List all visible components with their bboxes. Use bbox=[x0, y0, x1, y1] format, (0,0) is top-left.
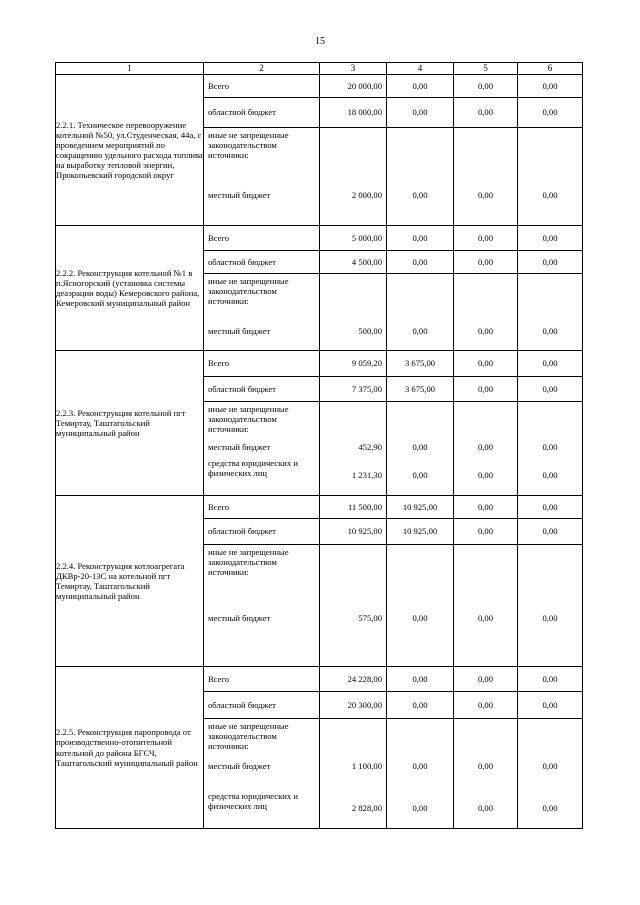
amount-cell: 0,00 bbox=[412, 107, 428, 117]
amount-cell: 1 231,30 bbox=[351, 470, 382, 480]
amount-cell: 20 300,00 bbox=[347, 700, 382, 710]
source-label: Всего bbox=[208, 358, 230, 368]
column-header: 4 bbox=[387, 63, 454, 75]
amount-cell: 0,00 bbox=[477, 233, 494, 243]
source-label: иные не запрещенные законодательством источники: bbox=[208, 404, 289, 435]
amount-cell: 10 925,00 bbox=[402, 502, 438, 512]
table-row bbox=[56, 496, 583, 519]
source-label: областной бюджет bbox=[208, 526, 276, 536]
column-number-row bbox=[56, 63, 583, 75]
amount-cell: 3 675,00 bbox=[404, 358, 436, 368]
table-row bbox=[56, 351, 583, 377]
amount-cell: 0,00 bbox=[412, 613, 428, 623]
amount-cell: 0,00 bbox=[477, 700, 494, 710]
source-label: Всего bbox=[208, 502, 230, 512]
column-header: 6 bbox=[518, 63, 583, 75]
project-name: 2.2.1. Техническое перевооружение котельной №50, ул.Студенческая, 44а, с проведением мероприятий по сокращению удельного расхода топлива на выработку тепловой энергии, Прокопьевский городской округ bbox=[56, 75, 204, 226]
amount-cell: 20 000,00 bbox=[347, 81, 382, 91]
amount-cell: 7 375,00 bbox=[351, 384, 382, 394]
source-label: областной бюджет bbox=[208, 700, 276, 710]
source-label: местный бюджет bbox=[208, 442, 271, 452]
source-label: иные не запрещенные законодательством источники: bbox=[208, 276, 289, 307]
amount-cell: 0,00 bbox=[412, 761, 428, 771]
amount-cell: 0,00 bbox=[542, 803, 558, 813]
amount-cell: 0,00 bbox=[542, 700, 558, 710]
amount-cell: 0,00 bbox=[542, 442, 558, 452]
amount-cell: 500,00 bbox=[358, 326, 382, 336]
amount-cell: 2 000,00 bbox=[351, 190, 382, 200]
source-label: местный бюджет bbox=[208, 326, 271, 336]
amount-cell: 0,00 bbox=[477, 674, 494, 684]
funding-table bbox=[55, 62, 583, 829]
amount-cell: 0,00 bbox=[477, 613, 494, 623]
amount-cell: 24 228,00 bbox=[347, 674, 382, 684]
amount-cell: 10 925,00 bbox=[347, 526, 382, 536]
amount-cell: 0,00 bbox=[542, 761, 558, 771]
amount-cell: 0,00 bbox=[477, 358, 494, 368]
source-label: средства юридических и физических лиц bbox=[208, 791, 298, 812]
amount-cell: 0,00 bbox=[542, 502, 558, 512]
source-label: Всего bbox=[208, 674, 230, 684]
source-label: областной бюджет bbox=[208, 257, 276, 267]
column-header: 3 bbox=[320, 63, 387, 75]
project-name: 2.2.3. Реконструкция котельной пгт Темиртау, Таштагольский муниципальный район bbox=[56, 351, 204, 496]
amount-cell: 0,00 bbox=[477, 326, 494, 336]
source-label: средства юридических и физических лиц bbox=[208, 458, 298, 479]
source-label: областной бюджет bbox=[208, 384, 276, 394]
amount-cell: 0,00 bbox=[477, 470, 494, 480]
source-label: местный бюджет bbox=[208, 761, 271, 771]
project-name: 2.2.2. Реконструкция котельной №1 в п.Ясногорский (установка системы деаэрации воды) Кемеровского района, Кемеровский муниципальный район bbox=[56, 226, 204, 351]
amount-cell: 575,00 bbox=[358, 613, 382, 623]
amount-cell: 0,00 bbox=[542, 358, 558, 368]
column-header: 1 bbox=[56, 63, 204, 75]
amount-cell: 0,00 bbox=[412, 674, 428, 684]
amount-cell: 3 675,00 bbox=[404, 384, 436, 394]
amount-cell: 0,00 bbox=[477, 107, 494, 117]
source-label: областной бюджет bbox=[208, 107, 276, 117]
amount-cell: 0,00 bbox=[542, 674, 558, 684]
amount-cell: 0,00 bbox=[542, 384, 558, 394]
amount-cell: 0,00 bbox=[542, 81, 558, 91]
amount-cell: 9 059,20 bbox=[351, 358, 382, 368]
amount-cell: 0,00 bbox=[477, 442, 494, 452]
table-row bbox=[56, 226, 583, 251]
amount-cell: 2 828,00 bbox=[351, 803, 382, 813]
amount-cell: 0,00 bbox=[542, 107, 558, 117]
amount-cell: 5 000,00 bbox=[351, 233, 382, 243]
table-row bbox=[56, 75, 583, 98]
amount-cell: 452,90 bbox=[358, 442, 382, 452]
source-label: Всего bbox=[208, 233, 230, 243]
source-label: местный бюджет bbox=[208, 613, 271, 623]
amount-cell: 0,00 bbox=[412, 233, 428, 243]
project-name: 2.2.4. Реконструкция котлоагрегата ДКВр-20-13С на котельной пгт Темиртау, Таштагольский муниципальный район bbox=[56, 496, 204, 667]
column-header: 5 bbox=[454, 63, 518, 75]
amount-cell: 0,00 bbox=[542, 233, 558, 243]
amount-cell: 0,00 bbox=[412, 700, 428, 710]
source-label: иные не запрещенные законодательством источники: bbox=[208, 547, 289, 578]
project-name: 2.2.5. Реконструкция паропровода от производственно-отопительной котельной до района БГСЧ, Таштагольский муниципальный район bbox=[56, 667, 204, 829]
amount-cell: 1 100,00 bbox=[351, 761, 382, 771]
amount-cell: 0,00 bbox=[542, 257, 558, 267]
amount-cell: 0,00 bbox=[477, 257, 494, 267]
amount-cell: 0,00 bbox=[542, 526, 558, 536]
page-number: 15 bbox=[315, 36, 325, 47]
source-label: иные не запрещенные законодательством источники: bbox=[208, 130, 289, 161]
amount-cell: 4 500,00 bbox=[351, 257, 382, 267]
amount-cell: 0,00 bbox=[477, 81, 494, 91]
amount-cell: 18 000,00 bbox=[347, 107, 382, 117]
table-row bbox=[56, 667, 583, 692]
source-label: местный бюджет bbox=[208, 190, 271, 200]
source-label: иные не запрещенные законодательством источники: bbox=[208, 721, 289, 752]
amount-cell: 0,00 bbox=[412, 326, 428, 336]
amount-cell: 0,00 bbox=[412, 257, 428, 267]
amount-cell: 0,00 bbox=[542, 613, 558, 623]
amount-cell: 0,00 bbox=[412, 803, 428, 813]
amount-cell: 0,00 bbox=[412, 442, 428, 452]
amount-cell: 0,00 bbox=[542, 326, 558, 336]
amount-cell: 0,00 bbox=[477, 502, 494, 512]
amount-cell: 0,00 bbox=[477, 190, 494, 200]
amount-cell: 10 925,00 bbox=[402, 526, 438, 536]
column-header: 2 bbox=[204, 63, 320, 75]
amount-cell: 0,00 bbox=[412, 190, 428, 200]
amount-cell: 0,00 bbox=[477, 384, 494, 394]
amount-cell: 0,00 bbox=[477, 803, 494, 813]
amount-cell: 0,00 bbox=[477, 526, 494, 536]
source-label: Всего bbox=[208, 81, 230, 91]
amount-cell: 11 500,00 bbox=[347, 502, 382, 512]
amount-cell: 0,00 bbox=[412, 81, 428, 91]
amount-cell: 0,00 bbox=[412, 470, 428, 480]
amount-cell: 0,00 bbox=[542, 470, 558, 480]
amount-cell: 0,00 bbox=[477, 761, 494, 771]
amount-cell: 0,00 bbox=[542, 190, 558, 200]
